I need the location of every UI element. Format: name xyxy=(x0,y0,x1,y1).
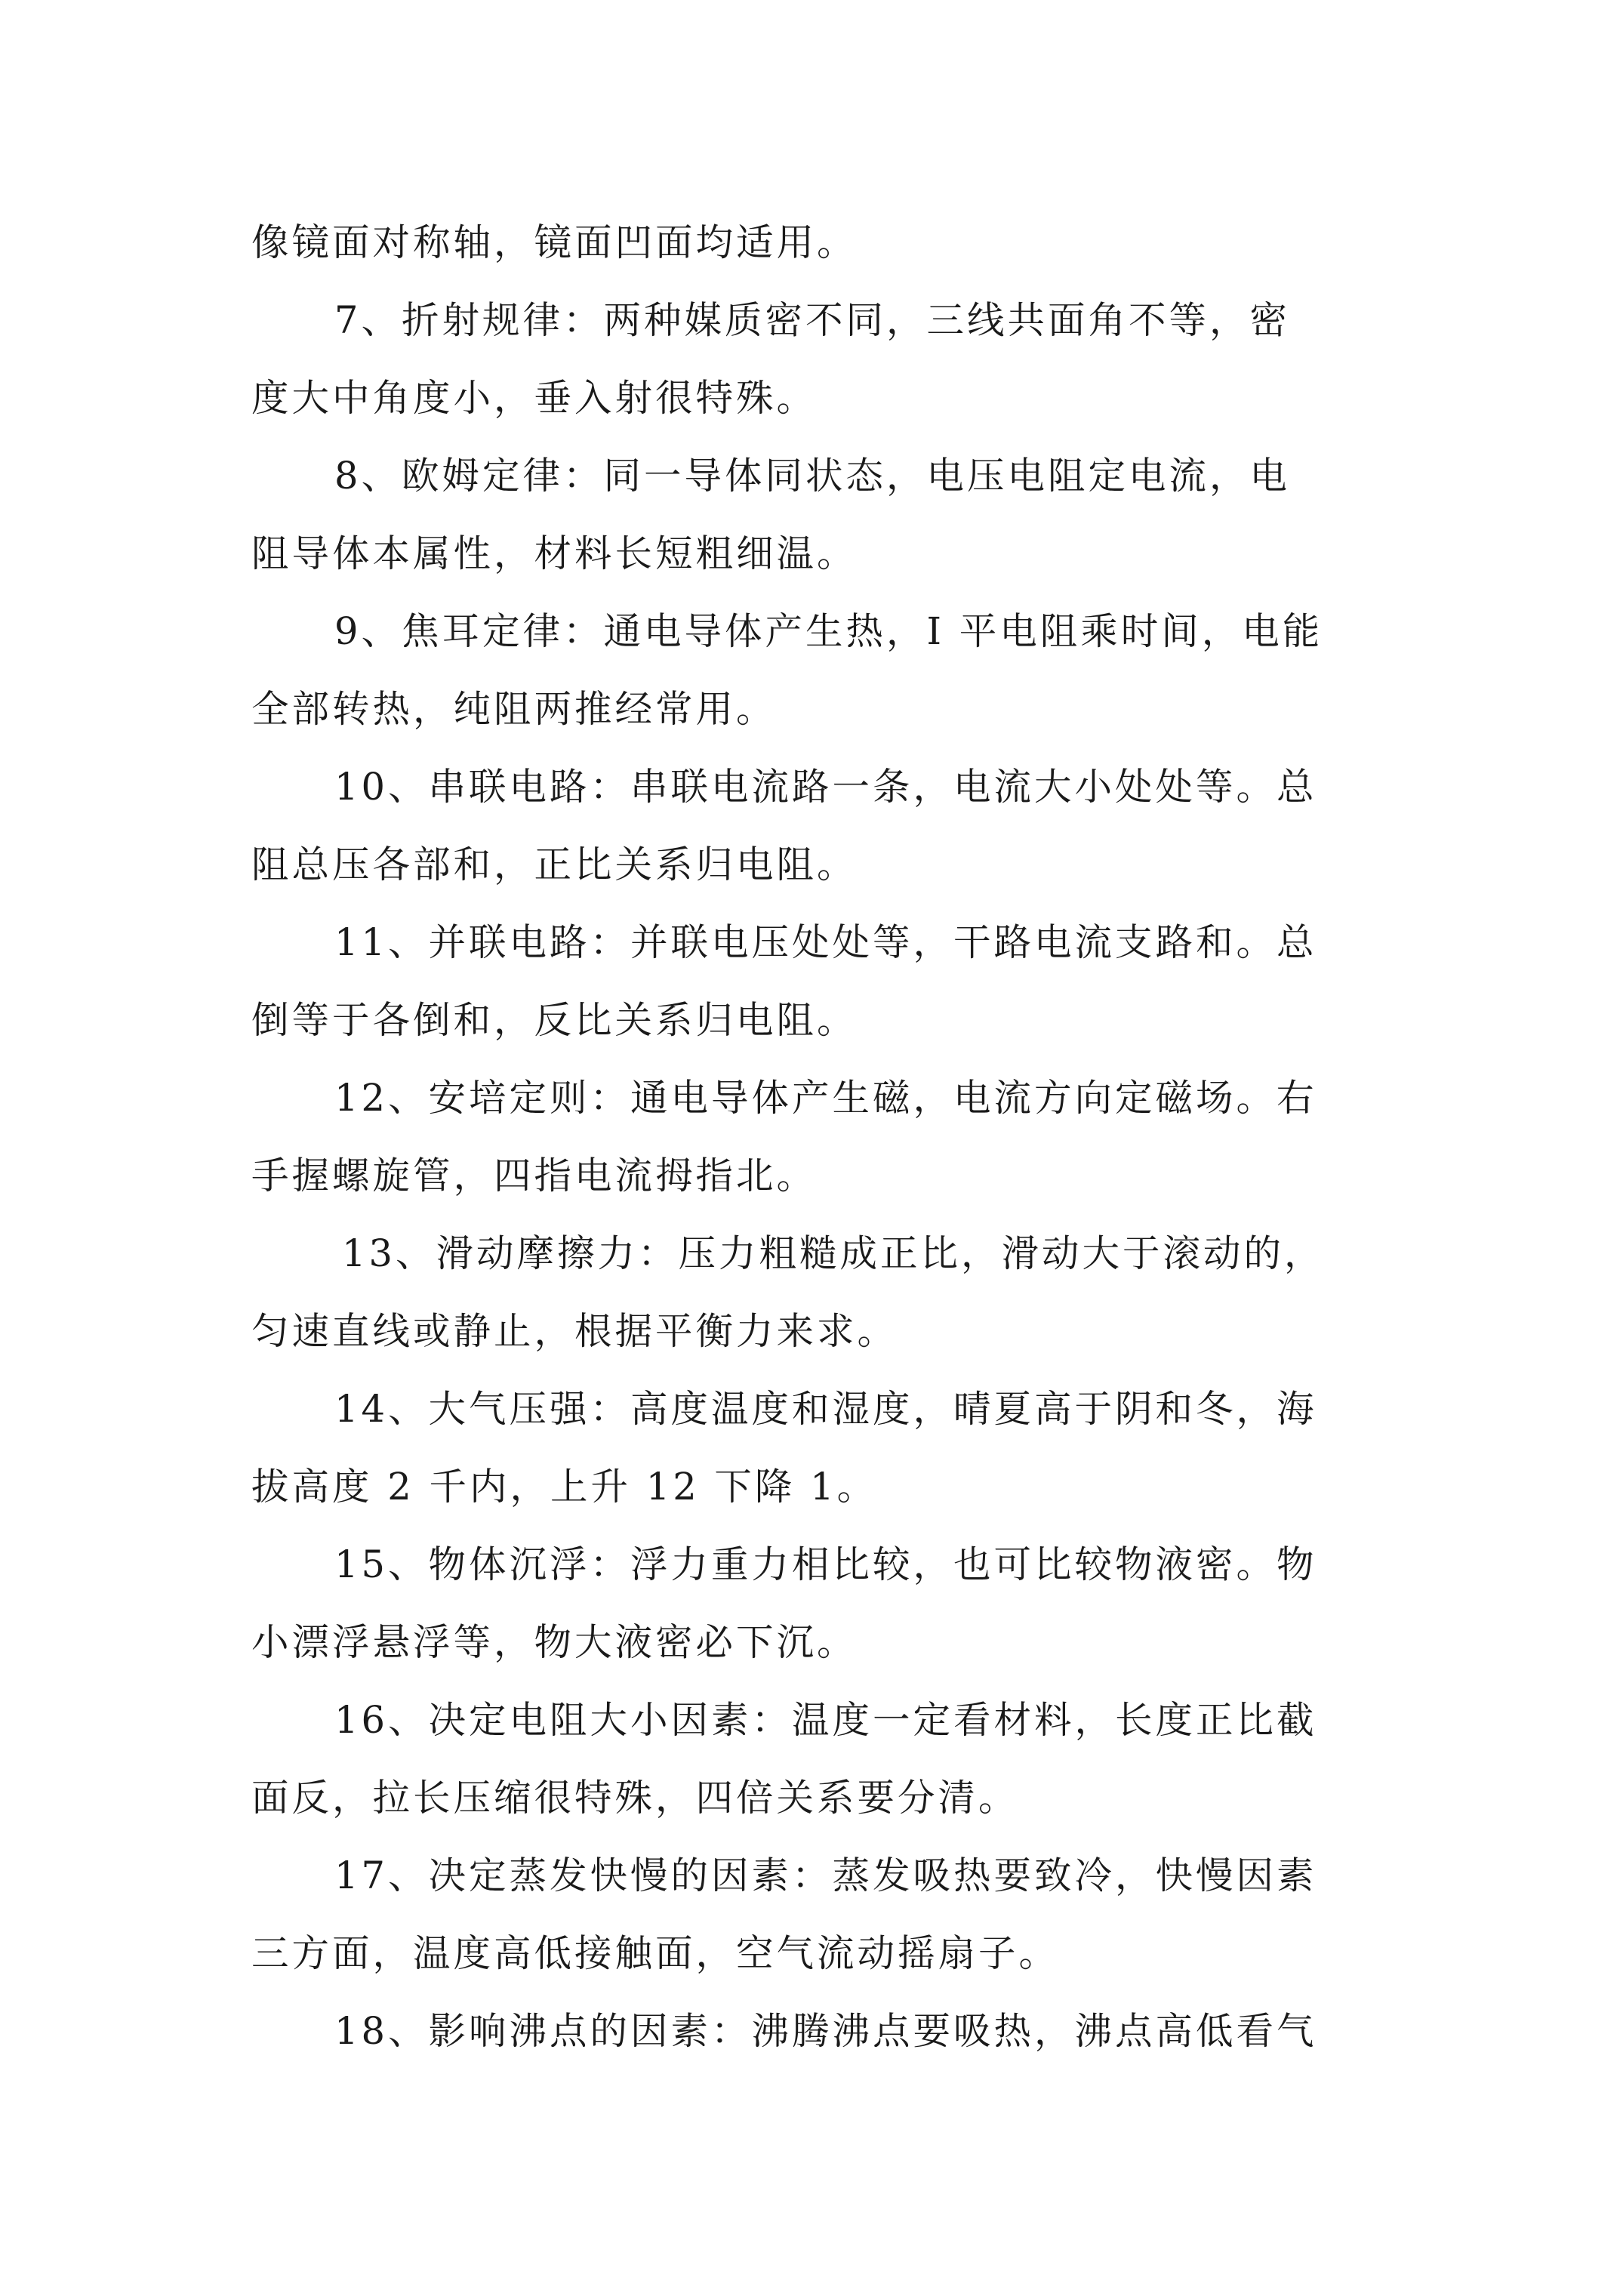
text-line: 14、大气压强：高度温度和湿度，晴夏高于阴和冬，海 xyxy=(334,1387,1317,1431)
text-line: 10、串联电路：串联电流路一条，电流大小处处等。总 xyxy=(334,765,1317,809)
text-line: 三方面，温度高低接触面，空气流动摇扇子。 xyxy=(251,1931,1059,1975)
text-line: 12、安培定则：通电导体产生磁，电流方向定磁场。右 xyxy=(334,1076,1317,1120)
text-line: 小漂浮悬浮等，物大液密必下沉。 xyxy=(251,1620,858,1664)
text-line: 手握螺旋管，四指电流拇指北。 xyxy=(251,1154,817,1197)
text-line: 阻总压各部和，正比关系归电阻。 xyxy=(251,843,858,886)
text-line: 面反，拉长压缩很特殊，四倍关系要分清。 xyxy=(251,1776,1019,1820)
text-line: 倒等于各倒和，反比关系归电阻。 xyxy=(251,998,858,1042)
text-line: 13、滑动摩擦力：压力粗糙成正比，滑动大于滚动的， xyxy=(342,1231,1325,1275)
text-line: 匀速直线或静止，根据平衡力来求。 xyxy=(251,1309,898,1353)
text-line: 阻导体本属性，材料长短粗细温。 xyxy=(251,532,858,575)
text-line: 度大中角度小，垂入射很特殊。 xyxy=(251,376,817,420)
text-line: 像镜面对称轴，镜面凹面均适用。 xyxy=(251,220,858,264)
text-line: 拔高度 2 千内，上升 12 下降 1。 xyxy=(251,1465,878,1509)
text-line: 16、决定电阻大小因素：温度一定看材料，长度正比截 xyxy=(334,1698,1317,1742)
text-line: 8、欧姆定律：同一导体同状态，电压电阻定电流，电 xyxy=(334,454,1290,498)
text-line: 7、折射规律：两种媒质密不同，三线共面角不等，密 xyxy=(334,298,1290,342)
text-line: 15、物体沉浮：浮力重力相比较，也可比较物液密。物 xyxy=(334,1542,1317,1586)
text-line: 全部转热，纯阻两推经常用。 xyxy=(251,687,777,731)
document-text xyxy=(251,204,1384,2070)
text-line: 11、并联电路：并联电压处处等，干路电流支路和。总 xyxy=(334,920,1317,964)
text-line: 17、决定蒸发快慢的因素：蒸发吸热要致冷，快慢因素 xyxy=(334,1854,1317,1897)
text-line: 18、影响沸点的因素：沸腾沸点要吸热，沸点高低看气 xyxy=(334,2009,1317,2053)
text-line: 9、焦耳定律：通电导体产生热，I 平电阻乘时间，电能 xyxy=(334,609,1323,653)
